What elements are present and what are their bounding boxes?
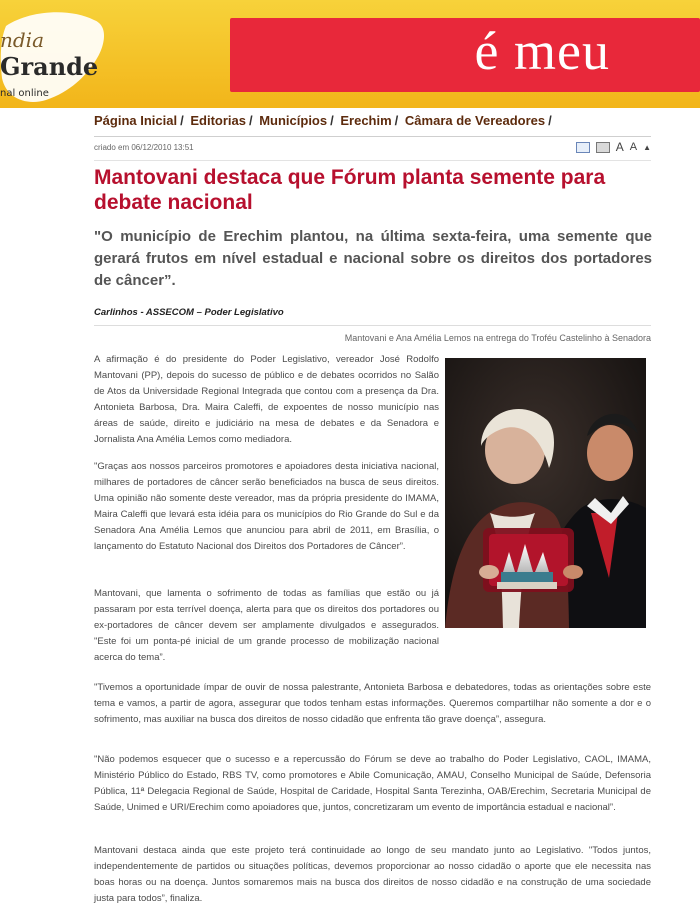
email-icon[interactable] — [576, 142, 590, 153]
article-paragraph: "Não podemos esquecer que o sucesso e a repercussão do Fórum se deve ao trabalho do Poder Legislativo, CAOL, IMAMA, Ministério Público do Estado, RBS TV, como promotores e Abile Comunicação, AMAU, Conselho Municipal de Saúde, Defensoria Pública, 11ª Delegacia Regional de Saúde, Hospital de Caridade, Hospital Santa Terezinha, OAB/Erechim, Secretaria Municipal de Saúde, Unimed e URI/Erechim como apoiadores que, juntos, concretizaram um evento de importância estadual e nacional”. — [94, 754, 651, 813]
logo-text-top: ndia — [0, 28, 45, 52]
article-author: Carlinhos - ASSECOM – Poder Legislativo — [94, 307, 284, 318]
font-reset-button[interactable]: A — [629, 141, 638, 153]
divider — [94, 136, 651, 137]
breadcrumb-separator: / — [548, 113, 552, 128]
nav-link-home[interactable]: Página Inicial — [94, 113, 178, 128]
nav-link-erechim[interactable]: Erechim — [340, 113, 392, 128]
article-title: Mantovani destaca que Fórum planta semente para debate nacional — [94, 166, 606, 214]
photo-illustration — [445, 358, 646, 628]
divider — [94, 325, 651, 326]
divider — [94, 160, 651, 161]
banner-text: é meu — [474, 21, 610, 81]
article-paragraph: "Tivemos a oportunidade ímpar de ouvir de nossa palestrante, Antonieta Barbosa e debatedores, todas as orientações sobre este tema e vamos, a partir de agora, assegurar que todos tenham estas informações. Queremos compartilhar não somente a dor e o sofrimento, mas auxiliar na busca dos direitos de nosso cidadão que enfrenta tão grave doença”, assegura. — [94, 682, 651, 725]
logo-text-sub: nal online — [0, 88, 49, 99]
print-icon[interactable] — [596, 142, 610, 153]
breadcrumb-separator: / — [330, 113, 334, 128]
photo-caption: Mantovani e Ana Amélia Lemos na entrega do Troféu Castelinho à Senadora — [344, 333, 651, 343]
site-logo[interactable] — [0, 8, 120, 108]
breadcrumb — [94, 113, 555, 128]
breadcrumb-separator: / — [180, 113, 184, 128]
header-banner[interactable] — [230, 18, 700, 92]
nav-link-municipios[interactable]: Municípios — [259, 113, 328, 128]
font-increase-button[interactable]: A — [615, 140, 624, 154]
site-header — [0, 0, 700, 108]
article-paragraph: Mantovani destaca ainda que este projeto terá continuidade ao longo de seu mandato junto ao Legislativo. "Todos juntos, independentemente de partidos ou situações políticas, devemos proporcionar ao nosso cidadão o aporte que ele necessita nas boas horas ou na doença. Juntos somaremos mais na busca dos direitos de nosso cidadão e na construção de uma sociedade justa para todos”, finaliza. — [94, 845, 651, 904]
breadcrumb-separator: / — [394, 113, 399, 128]
nav-link-camara-vereadores[interactable]: Câmara de Vereadores — [404, 113, 546, 128]
article-tools — [576, 140, 651, 154]
article-photo — [445, 358, 646, 628]
article-paragraph: Mantovani, que lamenta o sofrimento de todas as famílias que estão ou já passaram por esta terrível doença, alerta para que os direitos dos portadores ou ex-portadores de câncer devem ser amplamente divulgados e assegurados. "Este foi um ponta-pé inicial de um grande processo de mobilização nacional acerca do tema”. — [94, 588, 439, 663]
article-lead: "O município de Erechim plantou, na última sexta-feira, uma semente que gerará frutos em nível estadual e nacional sobre os direitos dos portadores de câncer”. — [94, 228, 652, 289]
font-decrease-button[interactable]: ▲ — [643, 142, 651, 152]
article-paragraph: "Graças aos nossos parceiros promotores e apoiadores desta iniciativa nacional, milhares de portadores de câncer serão beneficiados na busca de seus direitos. Uma opinião não somente deste vereador, mas da própria presidente do IMAMA, Maira Caleffi que levará esta idéia para os municípios do Rio Grande do Sul e da Senadora Ana Amélia Lemos que anunciou para abril de 2011, em Brasília, o lançamento do Estatuto Nacional dos Direitos dos Portadores de Câncer”. — [94, 461, 439, 552]
logo-text-main: Grande — [0, 52, 99, 81]
breadcrumb-separator: / — [248, 113, 253, 128]
created-timestamp: criado em 06/12/2010 13:51 — [94, 143, 194, 152]
article-paragraph: A afirmação é do presidente do Poder Legislativo, vereador José Rodolfo Mantovani (PP), depois do sucesso de público e de debates ocorridos no Salão de Atos da Universidade Regional Integrada que contou com a presença da Dra. Antonieta Barbosa, Dra. Maira Caleffi, de expoentes de nosso município nas áreas de saúde, direito e judiciário na mesa de debates e da Senadora e Jornalista Ana Amélia Lemos como mediadora. — [94, 354, 439, 445]
nav-link-editorias[interactable]: Editorias — [190, 113, 246, 128]
